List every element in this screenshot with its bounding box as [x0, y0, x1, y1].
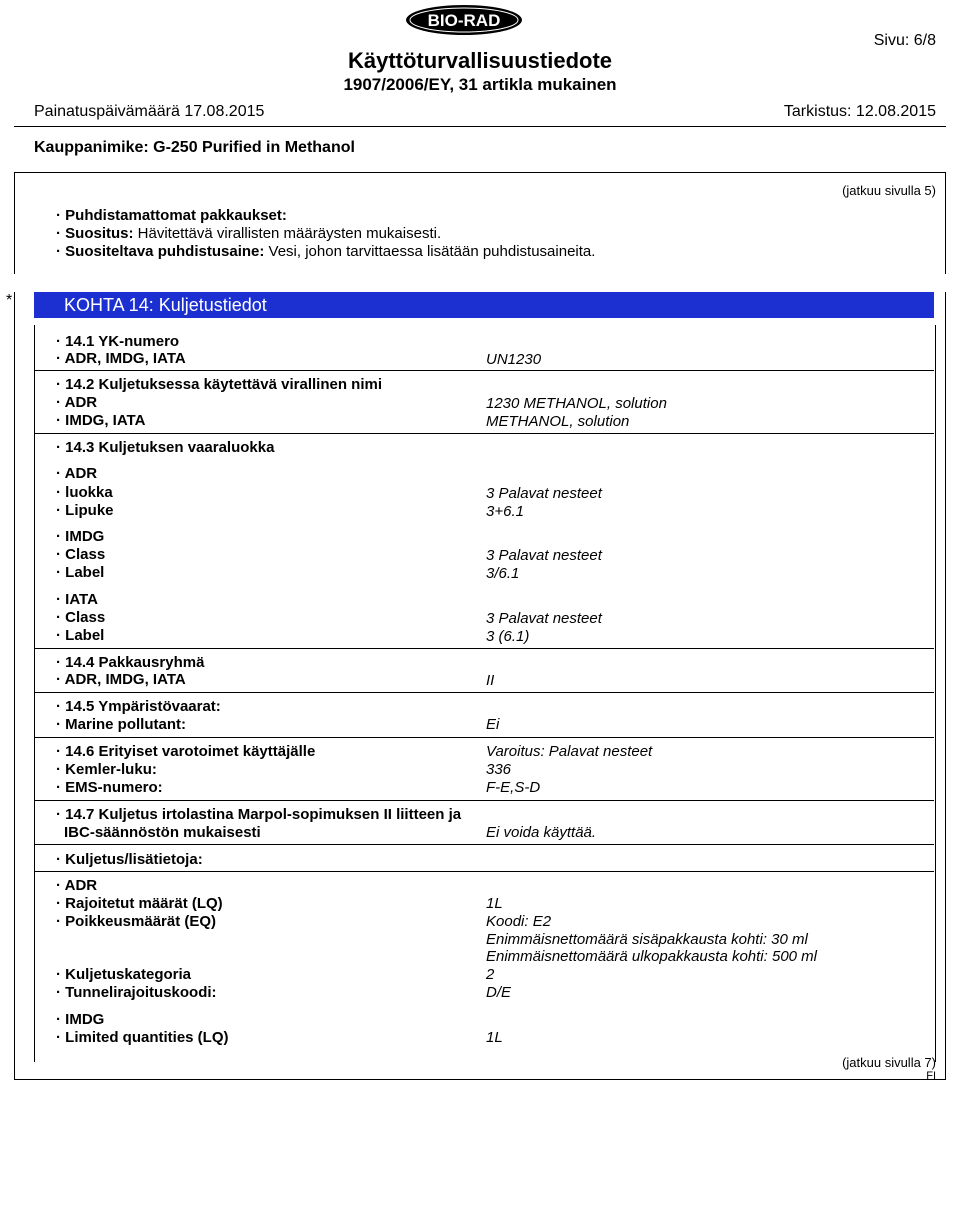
row-value: Ei voida käyttää.	[486, 824, 597, 841]
row-value: 3 Palavat nesteet	[486, 485, 602, 502]
header-rule	[14, 126, 946, 127]
row-value: UN1230	[486, 351, 542, 368]
cleaning-agent-value: Vesi, johon tarvittaessa lisätään puhdistusaineita.	[264, 243, 596, 260]
row-label: · EMS-numero:	[56, 779, 163, 796]
row-separator	[34, 648, 934, 649]
row-label: · Kemler-luku:	[56, 761, 157, 778]
row-separator	[34, 370, 934, 371]
packaging-label: · Puhdistamattomat pakkaukset:	[56, 207, 287, 224]
product-name: Kauppanimike: G-250 Purified in Methanol	[34, 139, 355, 156]
row-label: · Class	[56, 609, 106, 626]
row-label: · ADR	[56, 465, 98, 482]
row-value: METHANOL, solution	[486, 413, 630, 430]
row-separator	[34, 737, 934, 738]
revision-asterisk: *	[6, 292, 13, 309]
row-label: · ADR	[56, 877, 98, 894]
row-label: · IMDG, IATA	[56, 412, 146, 429]
row-label: IBC-säännöstön mukaisesti	[64, 824, 261, 841]
row-label: · Limited quantities (LQ)	[56, 1029, 229, 1046]
row-value: 3/6.1	[486, 565, 520, 582]
row-value: 3 Palavat nesteet	[486, 547, 602, 564]
row-value: Enimmäisnettomäärä ulkopakkausta kohti: 500 ml	[486, 948, 817, 965]
row-separator	[34, 692, 934, 693]
row-value: 3 Palavat nesteet	[486, 610, 602, 627]
row-label: · IMDG	[56, 528, 105, 545]
row-value: II	[486, 672, 495, 689]
packaging-heading	[56, 207, 287, 224]
row-label: · 14.7 Kuljetus irtolastina Marpol-sopimuksen II liitteen ja	[56, 806, 462, 823]
row-value: Ei	[486, 716, 500, 733]
row-label: · ADR	[56, 394, 98, 411]
row-value: Enimmäisnettomäärä sisäpakkausta kohti: 30 ml	[486, 931, 808, 948]
row-label: · 14.6 Erityiset varotoimet käyttäjälle	[56, 743, 316, 760]
row-separator	[34, 433, 934, 434]
row-separator	[34, 844, 934, 845]
document-title: Käyttöturvallisuustiedote	[347, 48, 613, 73]
row-label: · Rajoitetut määrät (LQ)	[56, 895, 223, 912]
row-label: · Marine pollutant:	[56, 716, 186, 733]
row-value: 1L	[486, 895, 503, 912]
row-label: · 14.4 Pakkausryhmä	[56, 654, 205, 671]
row-label: · Label	[56, 564, 105, 581]
row-value: F-E,S-D	[486, 779, 541, 796]
cleaning-agent-line	[56, 243, 595, 260]
row-value: 3 (6.1)	[486, 628, 530, 645]
continued-to: (jatkuu sivulla 7)	[842, 1055, 936, 1070]
row-value: 3+6.1	[486, 503, 524, 520]
row-separator	[34, 800, 934, 801]
row-value: Koodi: E2	[486, 913, 552, 930]
print-date: Painatuspäivämäärä 17.08.2015	[34, 103, 265, 120]
row-label: · Class	[56, 546, 106, 563]
row-label: · 14.3 Kuljetuksen vaaraluokka	[56, 439, 275, 456]
document-subtitle: 1907/2006/EY, 31 artikla mukainen	[343, 75, 617, 94]
row-value: 2	[486, 966, 495, 983]
continued-from: (jatkuu sivulla 5)	[842, 183, 936, 198]
row-label: · Poikkeusmäärät (EQ)	[56, 913, 217, 930]
row-value: 336	[486, 761, 512, 778]
recommendation-label: · Suositus:	[56, 225, 134, 242]
row-label: · Kuljetus/lisätietoja:	[56, 851, 203, 868]
recommendation-value: Hävitettävä virallisten määräysten mukaisesti.	[133, 225, 442, 242]
logo-text: BIO-RAD	[427, 11, 501, 30]
row-label: · IMDG	[56, 1011, 105, 1028]
row-label: · Tunnelirajoituskoodi:	[56, 984, 217, 1001]
row-value: 1230 METHANOL, solution	[486, 395, 667, 412]
row-value: D/E	[486, 984, 512, 1001]
row-label: · ADR, IMDG, IATA	[56, 671, 186, 688]
row-value: Varoitus: Palavat nesteet	[486, 743, 653, 760]
row-value: 1L	[486, 1029, 503, 1046]
bio-rad-logo	[405, 4, 523, 36]
row-label: · luokka	[56, 484, 113, 501]
language-code: FI	[926, 1070, 936, 1082]
row-label: · ADR, IMDG, IATA	[56, 350, 186, 367]
row-label: · Lipuke	[56, 502, 114, 519]
row-label: · 14.1 YK-numero	[56, 333, 180, 350]
row-label: · Kuljetuskategoria	[56, 966, 192, 983]
cleaning-agent-label: · Suositeltava puhdistusaine:	[56, 243, 265, 260]
revision-date: Tarkistus: 12.08.2015	[783, 103, 936, 120]
row-label: · 14.2 Kuljetuksessa käytettävä virallinen nimi	[56, 376, 382, 393]
recommendation-line	[56, 225, 441, 242]
row-separator	[34, 871, 934, 872]
section-title: KOHTA 14: Kuljetustiedot	[64, 295, 267, 315]
row-label: · Label	[56, 627, 105, 644]
row-label: · IATA	[56, 591, 98, 608]
page-number: Sivu: 6/8	[873, 32, 936, 49]
row-label: · 14.5 Ympäristövaarat:	[56, 698, 221, 715]
